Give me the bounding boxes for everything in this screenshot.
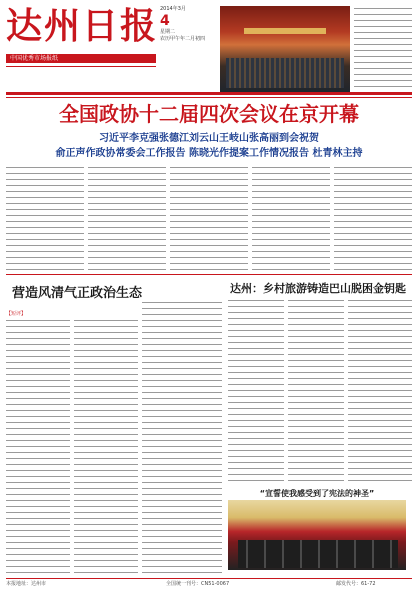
photo-seats xyxy=(226,58,344,88)
oath-ceremony-photo xyxy=(228,500,406,570)
top-news-photo xyxy=(220,6,350,92)
main-subheadline-1: 习近平李克强张德江刘云山王岐山张高丽到会祝贺 xyxy=(99,133,319,144)
article-column xyxy=(88,165,166,270)
left-article-column xyxy=(74,318,138,574)
side-column-text xyxy=(354,6,412,92)
article-column xyxy=(6,165,84,270)
header-divider-thin xyxy=(6,97,412,98)
article-column xyxy=(170,165,248,270)
masthead-slogan-bar xyxy=(6,54,156,63)
date-weekday: 星期二 xyxy=(160,29,176,35)
article-column xyxy=(252,165,330,270)
date-lunar: 农历甲午年二月初四 xyxy=(160,36,206,42)
left-section-tag: 【短评】 xyxy=(6,311,27,317)
footer-right: 邮发代号：61-72 xyxy=(336,581,376,587)
header-divider xyxy=(6,92,412,95)
left-article-column xyxy=(142,300,222,574)
section-divider xyxy=(6,274,412,275)
masthead-logo: 达州日报 xyxy=(6,5,159,47)
date-line: 2014年3月 xyxy=(160,6,186,12)
photo-banner xyxy=(244,28,326,34)
masthead-slogan: 中国优秀市场报纸 xyxy=(10,55,59,62)
date-box xyxy=(160,6,218,92)
page-footer xyxy=(6,578,412,588)
footer-left: 本报地址：达州市 xyxy=(6,581,47,587)
right-section-title: 达州：乡村旅游铸造巴山脱困金钥匙 xyxy=(230,282,406,295)
main-subheadline-2: 俞正声作政协常委会工作报告 陈晓光作提案工作情况报告 杜青林主持 xyxy=(55,148,363,159)
right-article-column xyxy=(348,298,412,484)
right-article-column xyxy=(288,298,344,484)
photo-people xyxy=(238,540,398,568)
quote-title: “宣誓使我感受到了宪法的神圣” xyxy=(259,489,375,498)
right-article-column xyxy=(228,298,284,484)
date-day: 4 xyxy=(160,13,170,29)
left-article-column xyxy=(6,318,70,574)
left-section-title: 营造风清气正政治生态 xyxy=(12,286,143,301)
main-headline: 全国政协十二届四次会议在京开幕 xyxy=(59,102,359,126)
issue-info xyxy=(6,66,156,91)
article-column xyxy=(334,165,412,270)
footer-middle: 全国统一刊号：CN51-0067 xyxy=(166,581,230,587)
